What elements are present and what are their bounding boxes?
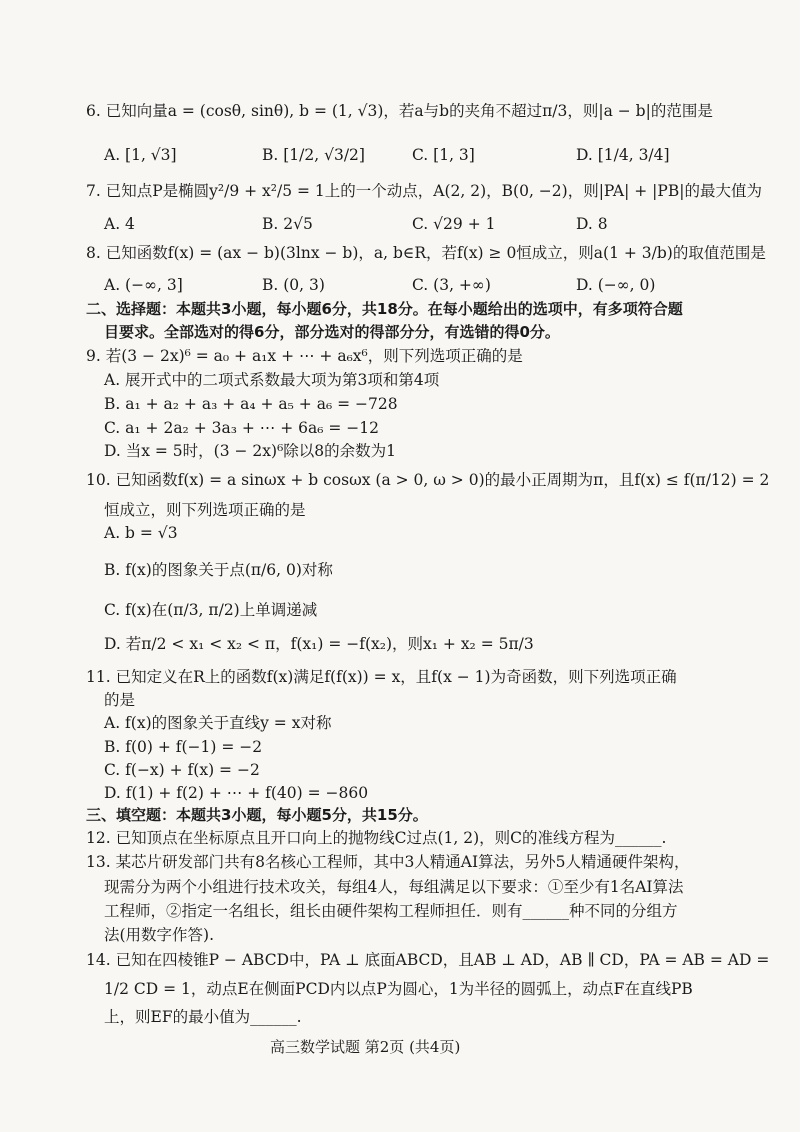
q6-option-c: C. [1, 3] bbox=[412, 146, 475, 164]
q7-option-c: C. √29 + 1 bbox=[412, 215, 496, 233]
q11-option-c: C. f(−x) + f(x) = −2 bbox=[104, 761, 260, 779]
q11-stem: 11. 已知定义在R上的函数f(x)满足f(f(x)) = x，且f(x − 1)为奇函数，则下列选项正确 bbox=[86, 668, 677, 686]
q7-option-d: D. 8 bbox=[576, 215, 608, 233]
q11-option-a: A. f(x)的图象关于直线y = x对称 bbox=[104, 714, 332, 732]
section-2-heading: 二、选择题：本题共3小题，每小题6分，共18分。在每小题给出的选项中，有多项符合题 bbox=[86, 300, 683, 318]
q10-stem: 10. 已知函数f(x) = a sinωx + b cosωx (a > 0, ω > 0)的最小正周期为π，且f(x) ≤ f(π/12) = 2 bbox=[86, 471, 770, 489]
q12-stem: 12. 已知顶点在坐标原点且开口向上的抛物线C过点(1, 2)，则C的准线方程为______. bbox=[86, 829, 667, 847]
q10-option-d: D. 若π/2 < x₁ < x₂ < π，f(x₁) = −f(x₂)，则x₁ + x₂ = 5π/3 bbox=[104, 635, 534, 653]
q14-line-2: 1/2 CD = 1，动点E在侧面PCD内以点P为圆心，1为半径的圆弧上，动点F在直线PB bbox=[104, 980, 693, 998]
q13-line-3: 工程师，②指定一名组长，组长由硬件架构工程师担任．则有______种不同的分组方 bbox=[104, 902, 678, 920]
q11-stem-cont: 的是 bbox=[104, 691, 136, 709]
q6-option-d: D. [1/4, 3/4] bbox=[576, 146, 670, 164]
q6-option-b: B. [1/2, √3/2] bbox=[262, 146, 365, 164]
q9-stem: 9. 若(3 − 2x)⁶ = a₀ + a₁x + ⋯ + a₆x⁶，则下列选项正确的是 bbox=[86, 347, 523, 365]
q13-line-2: 现需分为两个小组进行技术攻关，每组4人，每组满足以下要求：①至少有1名AI算法 bbox=[104, 878, 684, 896]
q8-option-c: C. (3, +∞) bbox=[412, 276, 491, 294]
q6-option-a: A. [1, √3] bbox=[104, 146, 177, 164]
q14-line-3: 上，则EF的最小值为______. bbox=[104, 1008, 302, 1026]
q9-option-d: D. 当x = 5时，(3 − 2x)⁶除以8的余数为1 bbox=[104, 442, 397, 460]
q10-option-a: A. b = √3 bbox=[104, 524, 178, 542]
q11-option-d: D. f(1) + f(2) + ⋯ + f(40) = −860 bbox=[104, 784, 369, 802]
section-3-heading: 三、填空题：本题共3小题，每小题5分，共15分。 bbox=[86, 806, 428, 824]
q14-line-1: 14. 已知在四棱锥P − ABCD中，PA ⊥ 底面ABCD，且AB ⊥ AD，AB ∥ CD，PA = AB = AD = bbox=[86, 951, 770, 969]
section-2-heading-cont: 目要求。全部选对的得6分，部分选对的得部分分，有选错的得0分。 bbox=[104, 323, 560, 341]
q10-option-c: C. f(x)在(π/3, π/2)上单调递减 bbox=[104, 601, 318, 619]
q7-option-b: B. 2√5 bbox=[262, 215, 313, 233]
q9-option-c: C. a₁ + 2a₂ + 3a₃ + ⋯ + 6a₆ = −12 bbox=[104, 419, 379, 437]
q7-stem: 7. 已知点P是椭圆y²/9 + x²/5 = 1上的一个动点，A(2, 2)，B(0, −2)，则|PA| + |PB|的最大值为 bbox=[86, 182, 762, 200]
q8-stem: 8. 已知函数f(x) = (ax − b)(3lnx − b)，a, b∈R，若f(x) ≥ 0恒成立，则a(1 + 3/b)的取值范围是 bbox=[86, 244, 766, 262]
q9-option-b: B. a₁ + a₂ + a₃ + a₄ + a₅ + a₆ = −728 bbox=[104, 395, 398, 413]
q13-line-4: 法(用数字作答). bbox=[104, 926, 215, 944]
q6-stem: 6. 已知向量a = (cosθ, sinθ), b = (1, √3)，若a与b的夹角不超过π/3，则|a − b|的范围是 bbox=[86, 102, 713, 120]
q8-option-d: D. (−∞, 0) bbox=[576, 276, 656, 294]
q9-option-a: A. 展开式中的二项式系数最大项为第3项和第4项 bbox=[104, 371, 440, 389]
q13-line-1: 13. 某芯片研发部门共有8名核心工程师，其中3人精通AI算法，另外5人精通硬件架构， bbox=[86, 853, 690, 871]
q8-option-b: B. (0, 3) bbox=[262, 276, 325, 294]
q8-option-a: A. (−∞, 3] bbox=[104, 276, 183, 294]
page-footer: 高三数学试题 第2页 (共4页) bbox=[270, 1038, 461, 1056]
q7-option-a: A. 4 bbox=[104, 215, 135, 233]
q11-option-b: B. f(0) + f(−1) = −2 bbox=[104, 738, 263, 756]
q10-option-b: B. f(x)的图象关于点(π/6, 0)对称 bbox=[104, 561, 333, 579]
q10-stem-cont: 恒成立，则下列选项正确的是 bbox=[104, 501, 306, 519]
